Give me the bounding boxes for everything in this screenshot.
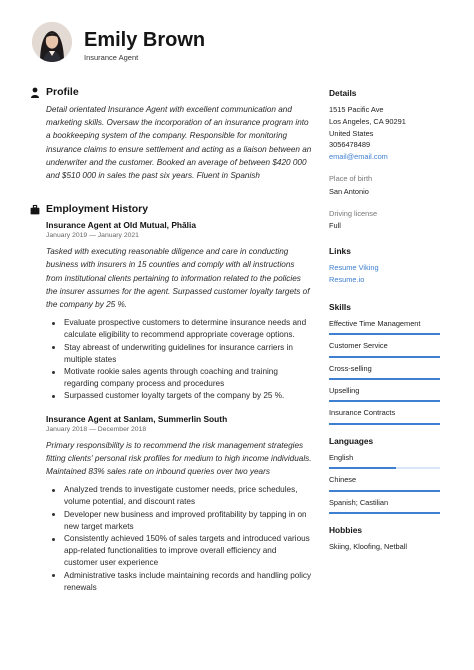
skill-label: Insurance Contracts — [329, 408, 396, 418]
briefcase-icon — [30, 204, 40, 216]
language-level-fill — [329, 490, 440, 492]
language-level-bar — [329, 490, 440, 492]
links-heading: Links — [329, 246, 351, 257]
skill-level-fill — [329, 333, 440, 335]
job-bullet: Developer new business and improved profitability by tapping in on new target markets — [46, 509, 312, 533]
language-level-bar — [329, 467, 440, 469]
skill-label: Customer Service — [329, 341, 388, 351]
skill-level-fill — [329, 378, 440, 380]
skill-level-bar — [329, 423, 440, 425]
person-job-title: Insurance Agent — [84, 53, 139, 62]
skill-item — [329, 407, 441, 429]
skill-level-fill — [329, 400, 440, 402]
language-label: Chinese — [329, 475, 357, 485]
profile-heading: Profile — [46, 86, 79, 98]
job-entry — [46, 414, 312, 594]
job-bullet: Administrative tasks include maintaining records and handling policy renewals — [46, 570, 312, 594]
languages-heading: Languages — [329, 435, 374, 446]
profile-section-header — [30, 86, 312, 100]
skill-label: Upselling — [329, 385, 360, 395]
job-title: Insurance Agent at Sanlam, Summerlin South — [46, 413, 228, 424]
language-item — [329, 474, 441, 496]
job-bullet: Motivate rookie sales agents through coaching and training regarding company process and procedures — [46, 366, 312, 390]
language-item — [329, 497, 441, 519]
hobbies-text: Skiing, Kloofing, Netball — [329, 541, 408, 551]
person-name: Emily Brown — [84, 29, 206, 51]
language-level-fill — [329, 467, 396, 469]
job-bullet: Surpassed customer loyalty targets of the company by 25 %. — [46, 390, 312, 402]
employment-section-header — [30, 203, 312, 217]
skills-list — [329, 318, 441, 430]
skills-heading: Skills — [329, 301, 351, 312]
address-line: 1515 Pacific Ave — [329, 105, 384, 114]
skill-item — [329, 385, 441, 407]
person-icon — [30, 87, 40, 99]
profile-text: Detail orientated Insurance Agent with excellent communication and marketing skills. Oversaw the incorporation of an insurance program into a bookkeeping system of the company. Responsible for monitoring insurance claims to ensure settlement and acting as a liaison between an underwriter and the customer. Booked an average of between $420 000 and $510 000 in sales the past six years. Fluent in Spanish — [46, 105, 312, 181]
job-dates: January 2019 — January 2021 — [46, 232, 139, 240]
job-bullet: Analyzed trends to investigate customer needs, price schedules, volume potential, and discount rates — [46, 484, 312, 508]
job-dates: January 2018 — December 2018 — [46, 425, 147, 433]
job-title: Insurance Agent at Old Mutual, Phālia — [46, 220, 196, 231]
language-label: Spanish; Castilian — [329, 497, 389, 507]
skill-item — [329, 340, 441, 362]
link-resume-viking[interactable]: Resume Viking — [329, 263, 379, 273]
job-bullet: Evaluate prospective customers to determine insurance needs and calculate eligibility to recommend appropriate coverage options. — [46, 317, 312, 341]
hobbies-heading: Hobbies — [329, 524, 363, 535]
skill-level-bar — [329, 400, 440, 402]
phone-number: 3056478489 — [329, 140, 371, 150]
language-label: English — [329, 452, 354, 462]
job-summary: Tasked with executing reasonable diligence and care in conducting business with insurers in 15 counties and comply with all instructions from institutional clients pertaining to information related to the policies the insurer assumes for the agent. Surpassed customer loyalty targets of the company by 25 %. — [46, 247, 310, 310]
avatar-photo — [32, 22, 72, 62]
main-column — [30, 86, 312, 594]
language-level-fill — [329, 512, 440, 514]
birth-value: San Antonio — [329, 186, 369, 196]
sidebar — [329, 88, 441, 553]
skill-label: Effective Time Management — [329, 318, 421, 328]
employment-heading: Employment History — [46, 203, 149, 216]
skill-label: Cross-selling — [329, 363, 372, 373]
details-heading: Details — [329, 88, 357, 98]
job-bullet-list — [46, 484, 312, 594]
skill-level-bar — [329, 356, 440, 358]
job-entry — [46, 220, 312, 402]
job-bullet-list — [46, 317, 312, 402]
link-resume-io[interactable]: Resume.io — [329, 274, 365, 284]
email-link[interactable]: email@email.com — [329, 152, 388, 162]
skill-item — [329, 363, 441, 385]
license-value: Full — [329, 221, 341, 231]
license-label: Driving license — [329, 208, 378, 218]
avatar — [32, 22, 72, 62]
job-summary: Primary responsibility is to recommend the risk management strategies fitting clients' personal risk profiles for medium to high income individuals. Maintained 83% sales rate on inbound queries over two years — [46, 440, 312, 477]
birth-label: Place of birth — [329, 173, 373, 183]
skill-level-fill — [329, 356, 440, 358]
job-bullet: Stay abreast of underwriting guidelines for insurance carriers in multiple states — [46, 342, 312, 366]
language-level-bar — [329, 512, 440, 514]
country-line: United States — [329, 128, 374, 138]
skill-level-bar — [329, 378, 440, 380]
skill-level-fill — [329, 423, 440, 425]
skill-item — [329, 318, 441, 340]
city-line: Los Angeles, CA 90291 — [329, 116, 406, 126]
job-bullet: Consistently achieved 150% of sales targets and introduced various app-related functionalities to improve overall efficiency and customer user experience — [46, 533, 312, 570]
skill-level-bar — [329, 333, 440, 335]
languages-list — [329, 452, 441, 519]
language-item — [329, 452, 441, 474]
